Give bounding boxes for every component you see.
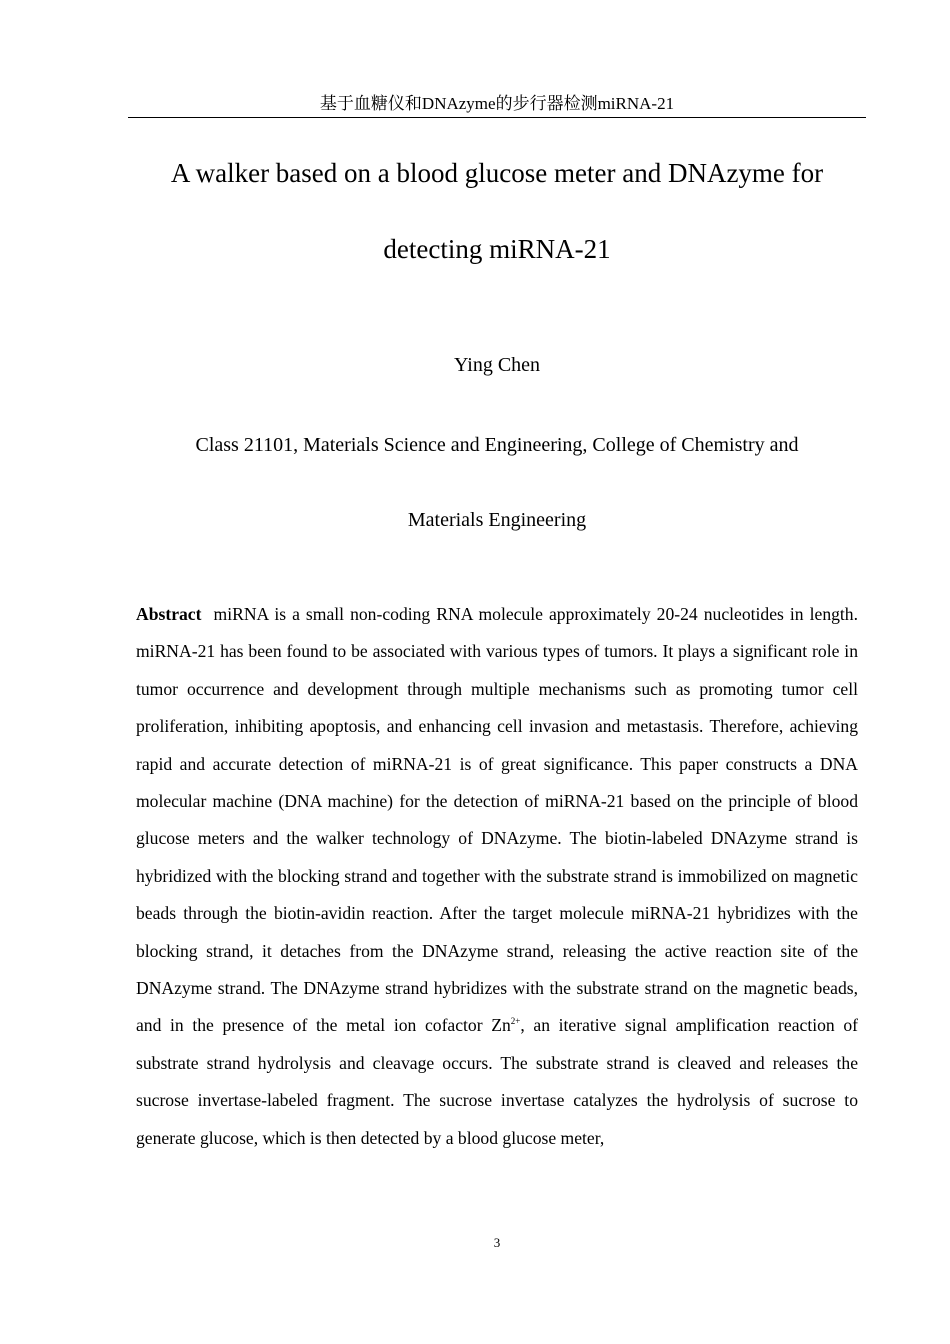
abstract-paragraph: [136, 596, 858, 1157]
abstract-text-part-1: miRNA is a small non-coding RNA molecule approximately 20-24 nucleotides in length. miRNA-21 has been found to be associated with various types of tumors. It plays a significant role in tumor occurrence and development through multiple mechanisms such as promoting tumor cell proliferation, inhibiting apoptosis, and enhancing cell invasion and metastasis. Therefore, achieving rapid and accurate detection of miRNA-21 is of great significance. This paper constructs a DNA molecular machine (DNA machine) for the detection of miRNA-21 based on the principle of blood glucose meters and the walker technology of DNAzyme. The biotin-labeled DNAzyme strand is hybridized with the blocking strand and together with the substrate strand is immobilized on magnetic beads through the biotin-avidin reaction. After the target molecule miRNA-21 hybridizes with the blocking strand, it detaches from the DNAzyme strand, releasing the active reaction site of the DNAzyme strand. The DNAzyme strand hybridizes with the substrate strand on the magnetic beads, and in the presence of the metal ion cofactor Zn: [136, 604, 858, 1036]
abstract-label: Abstract: [136, 604, 202, 624]
zinc-charge-superscript: 2+: [510, 1016, 521, 1027]
page-number: 3: [493, 1235, 501, 1250]
running-header: 基于血糖仪和DNAzyme的步行器检测miRNA-21: [319, 94, 675, 113]
header-rule: [128, 117, 866, 118]
author-affiliation: [140, 408, 854, 558]
author-name: Ying Chen: [453, 354, 541, 376]
title-line-2: detecting miRNA-21: [383, 234, 611, 264]
affiliation-line-2: Materials Engineering: [407, 509, 587, 531]
title-line-1: A walker based on a blood glucose meter and DNAzyme for: [170, 158, 824, 188]
affiliation-line-1: Class 21101, Materials Science and Engineering, College of Chemistry and: [195, 434, 799, 456]
abstract-text-part-2: , an iterative signal amplification reaction of substrate strand hydrolysis and cleavage occurs. The substrate strand is cleaved and releases the sucrose invertase-labeled fragment. The sucrose invertase catalyzes the hydrolysis of sucrose to generate glucose, which is then detected by a blood glucose meter,: [136, 1015, 858, 1148]
paper-title: [128, 135, 866, 287]
